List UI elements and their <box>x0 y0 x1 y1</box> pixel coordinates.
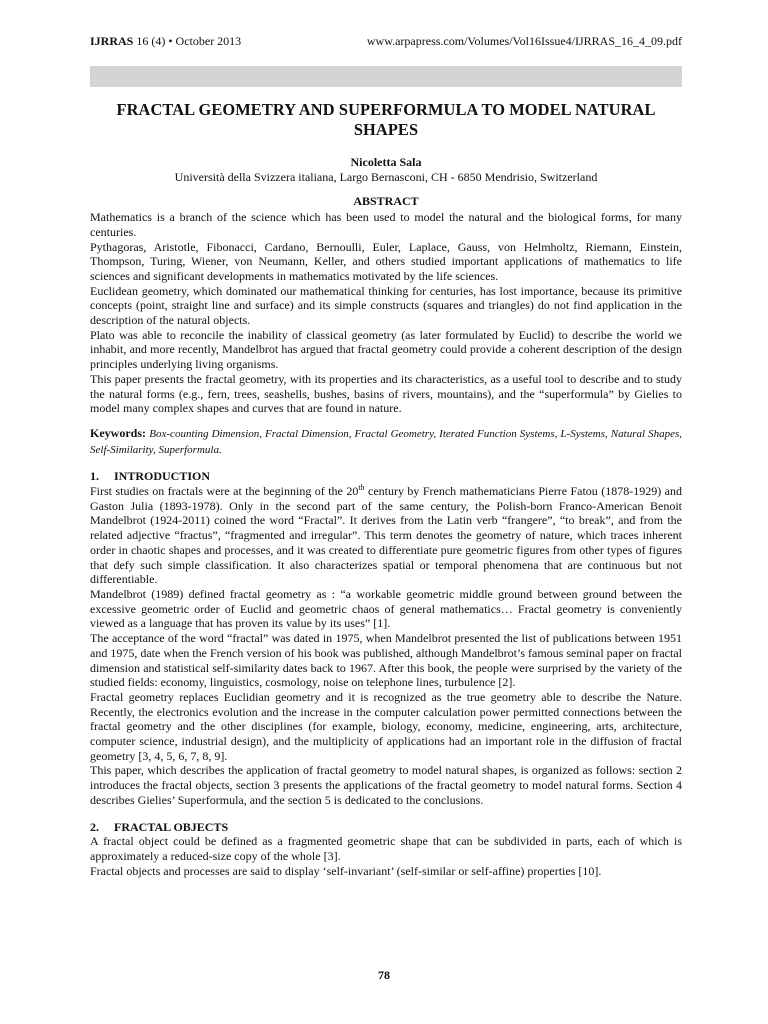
section-title: INTRODUCTION <box>114 469 211 484</box>
paper-title: FRACTAL GEOMETRY AND SUPERFORMULA TO MODEL NATURAL SHAPES <box>116 100 656 139</box>
section-title: FRACTAL OBJECTS <box>114 819 229 834</box>
body-paragraph: A fractal object could be defined as a fragmented geometric shape that can be subdivided in parts, each of which is approximately a reduced-size copy of the whole [3]. <box>90 834 682 863</box>
body-paragraph: The acceptance of the word “fractal” was dated in 1975, when Mandelbrot presented the list of publications between 1951 and 1975, date when the French version of his book was published, although Mandelbrot’s famous seminal paper on fractal dimension and statistical self-similarity dates back to 1967. After this book, the people were surprised by the variety of the studied fields: economy, linguistics, cosmology, noise on telephone lines, turbulence [2]. <box>90 631 682 690</box>
body-paragraph: Mandelbrot (1989) defined fractal geometry as : “a workable geometric middle ground between ground between the excessive geometric order of Euclid and geometric chaos of general mathematics… Fractal geometry is conveniently viewed as a language that has proven its value by its uses” [1]. <box>90 586 682 631</box>
keywords-list: Box-counting Dimension, Fractal Dimension, Fractal Geometry, Iterated Function Systems, L-Systems, Natural Shapes, Self-Similarity, Superformula. <box>90 427 682 456</box>
body-paragraph: Fractal geometry replaces Euclidian geometry and it is recognized as the true geometry able to describe the Nature. Recently, the electronics evolution and the increase in the computer calculation power permitted connections between the fractal geometry and the other disciplines (for example, biology, economy, medicine, engineering, arts, architecture, computer science, industrial design), and the multiplicity of applications had an important role in the diffusion of fractal geometry [3, 4, 5, 6, 7, 8, 9]. <box>90 689 682 763</box>
text-run: century by French mathematicians Pierre Fatou (1878-1929) and Gaston Julia (1893-1978). Only in the second part of the same century, the Polish-born Franco-American Benoit Mandelbrot (1924-2011) coined the word “Fractal”. It derives from the Latin verb “frangere”, “to break”, and from the related adjective “fractus”, “fragmented and irregular”. This term denotes the geometry of nature, which traces inherent order in chaotic shapes and processes, and it was created to differentiate pure geometric figures from other types of figures that defy such simple classification. It also characterizes spatial or temporal phenomena that are continuous but not differentiable. <box>90 484 682 587</box>
author-name: Nicoletta Sala <box>350 155 422 169</box>
body-paragraph <box>90 484 682 587</box>
section-number: 1. <box>90 469 99 484</box>
section-number: 2. <box>90 819 99 834</box>
author-affiliation: Università della Svizzera italiana, Largo Bernasconi, CH - 6850 Mendrisio, Switzerland <box>174 169 598 184</box>
article-url: www.arpapress.com/Volumes/Vol16Issue4/IJRRAS_16_4_09.pdf <box>366 34 682 48</box>
abstract-paragraph: This paper presents the fractal geometry, with its properties and its characteristics, as a useful tool to describe and to study the natural forms (e.g., fern, trees, seashells, bushes, basins of rivers, mountains), and the “superformula” by Gielies to model many complex shapes and curves that are found in nature. <box>90 371 682 416</box>
keywords-label: Keywords: <box>90 425 146 440</box>
superscript: th <box>358 483 365 493</box>
abstract-paragraph: Pythagoras, Aristotle, Fibonacci, Cardano, Bernoulli, Euler, Laplace, Gauss, von Helmholtz, Riemann, Einstein, Thompson, Turing, Wiener, von Neumann, Keller, and others studied important applications of mathematics to life sciences and significant developments in mathematics motivated by the life sciences. <box>90 239 682 283</box>
abstract-heading: ABSTRACT <box>353 194 419 209</box>
body-paragraph: This paper, which describes the application of fractal geometry to model natural shapes, is organized as follows: section 2 introduces the fractal objects, section 3 presents the applications of the fractal geometry to model natural forms. Section 4 describes Gielies’ Superformula, and the section 5 is dedicated to the conclusions. <box>90 763 682 807</box>
abstract-paragraph: Plato was able to reconcile the inability of classical geometry (as later formulated by Euclid) to describe the world we inhabit, and more recently, Mandelbrot has argued that fractal geometry could provide a coherent description of the design principles underlying living organisms. <box>90 327 682 372</box>
keywords <box>90 426 682 457</box>
running-header <box>90 34 682 49</box>
journal-issue: 16 (4) • October 2013 <box>133 34 242 48</box>
section-heading-introduction <box>90 469 682 484</box>
journal-name: IJRRAS <box>90 34 134 48</box>
abstract-paragraph: Euclidean geometry, which dominated our mathematical thinking for centuries, has lost importance, because its primitive concepts (point, straight line and surface) and its simple constructs (squares and triangles) do not find application in the description of the natural objects. <box>90 283 682 328</box>
article-body <box>90 100 682 878</box>
text-run: First studies on fractals were at the beginning of the 20 <box>90 484 359 499</box>
body-paragraph: Fractal objects and processes are said to display ‘self-invariant’ (self-similar or self-affine) properties [10]. <box>90 863 602 878</box>
abstract-paragraph: Mathematics is a branch of the science which has been used to model the natural and the biological forms, for many centuries. <box>90 210 682 239</box>
page-number: 78 <box>378 968 390 982</box>
journal-info <box>90 34 241 49</box>
header-band <box>90 66 682 87</box>
section-heading-fractal-objects <box>90 820 682 835</box>
